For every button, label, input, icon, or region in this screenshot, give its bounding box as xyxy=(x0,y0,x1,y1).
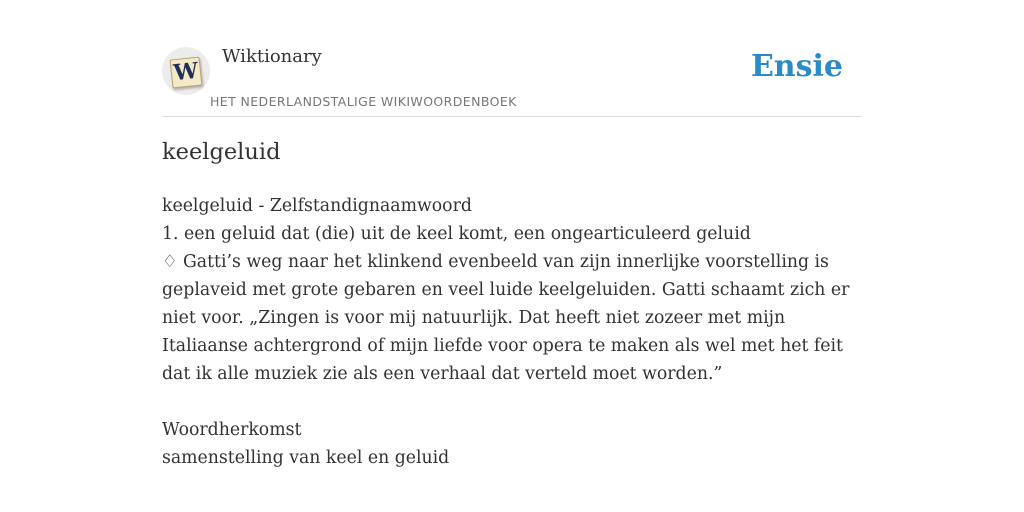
site-name[interactable]: Wiktionary xyxy=(222,46,322,67)
etymology-text: samenstelling van keel en geluid xyxy=(162,448,450,468)
wiktionary-logo-icon: W xyxy=(170,57,203,89)
ensie-brand-link[interactable]: Ensie xyxy=(750,49,843,84)
etymology-heading: Woordherkomst xyxy=(162,420,302,440)
site-header xyxy=(162,44,862,117)
entry-title: keelgeluid xyxy=(162,139,281,165)
section-spacer xyxy=(162,388,864,416)
wiktionary-logo[interactable] xyxy=(162,47,210,95)
example-quote: ♢ Gatti’s weg naar het klinkend evenbeeld van zijn innerlijke voorstelling is geplaveid met grote gebaren en veel luide keelgeluiden. Gatti schaamt zich er niet voor. „Zingen is voor mij natuurlijk. Dat heeft niet zozeer met mijn Italiaanse achtergrond of mijn liefde voor opera te maken als wel met het feit dat ik alle muziek zie als een verhaal dat verteld moet worden.” xyxy=(162,252,850,384)
part-of-speech-line: keelgeluid - Zelfstandignaamwoord xyxy=(162,196,472,216)
entry-content xyxy=(162,192,864,472)
site-tagline: HET NEDERLANDSTALIGE WIKIWOORDENBOEK xyxy=(210,94,517,109)
definition: 1. een geluid dat (die) uit de keel komt, een ongearticuleerd geluid xyxy=(162,224,751,244)
